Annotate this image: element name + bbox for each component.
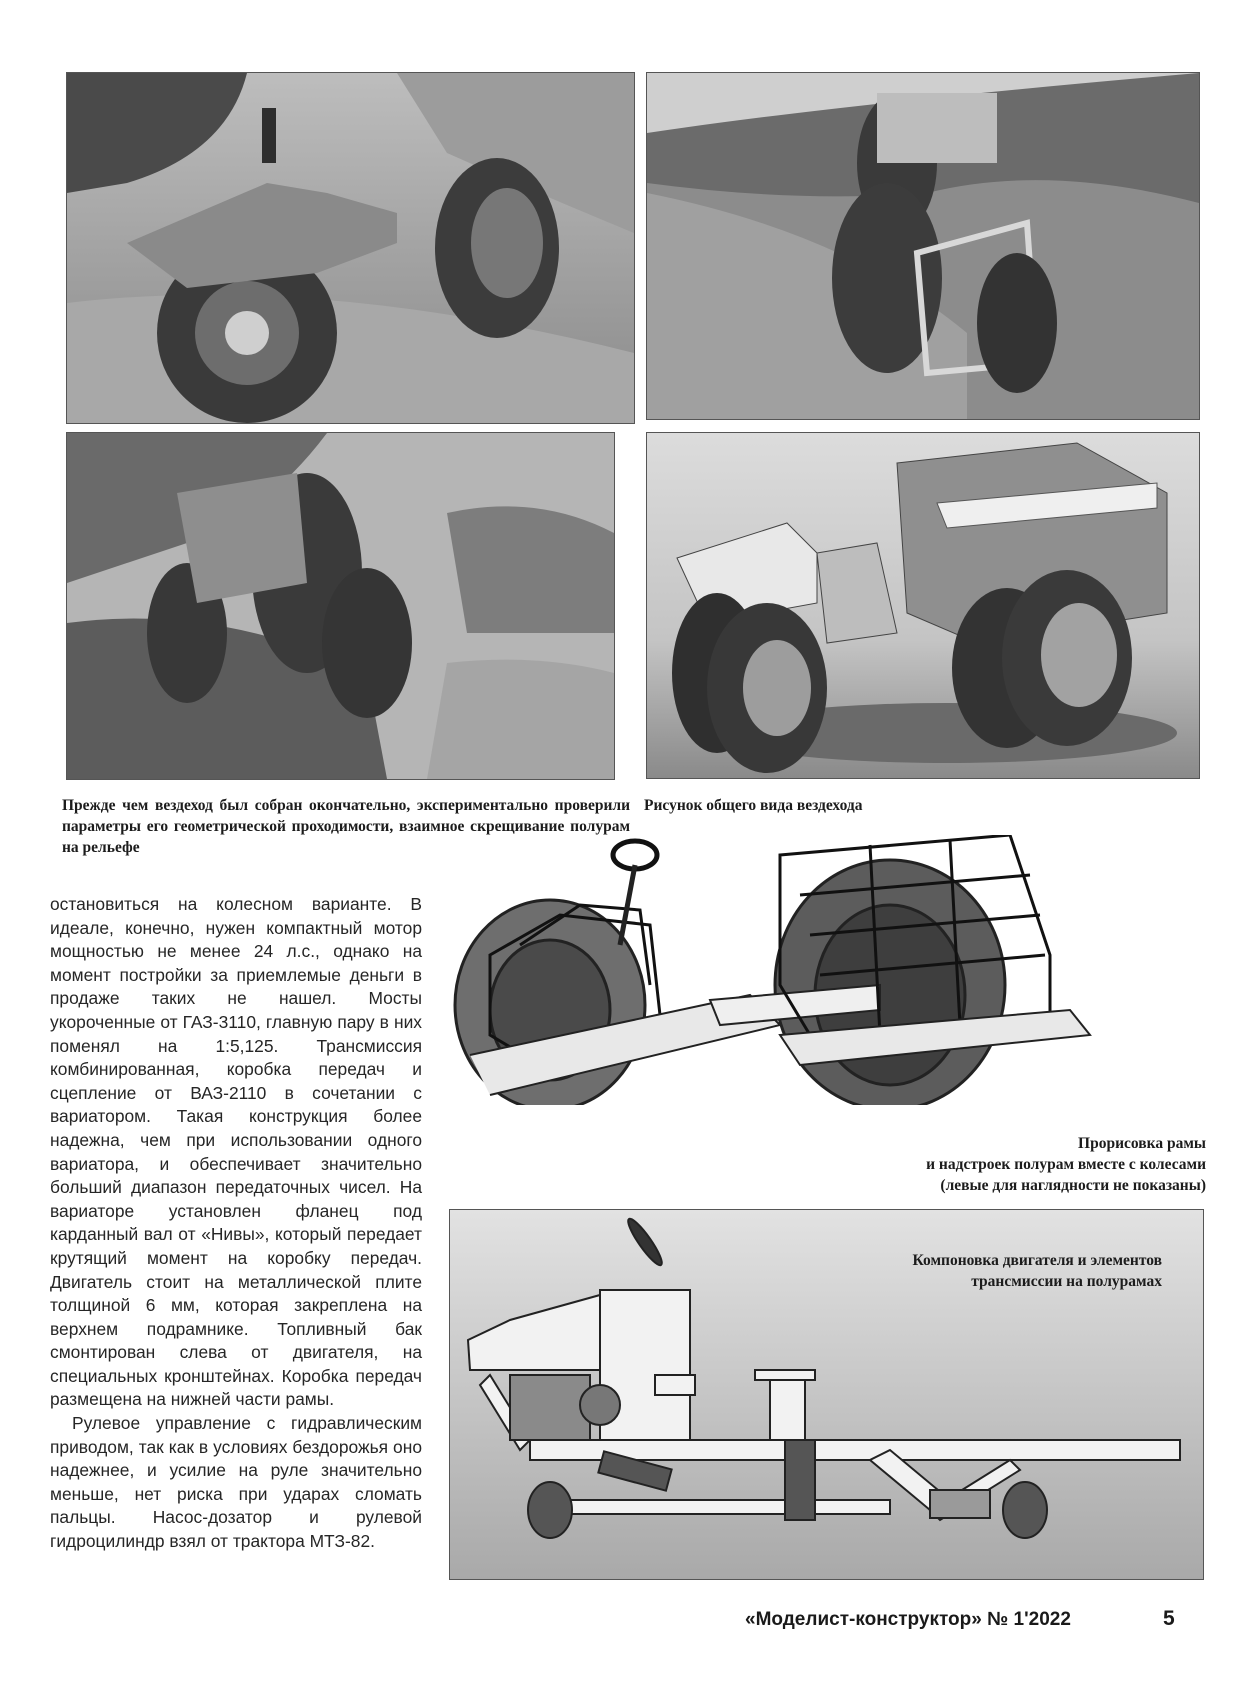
caption-frame: [780, 1133, 1206, 1196]
frame-drawing-image: [450, 835, 1230, 1105]
frame-drawing: [450, 835, 1230, 1105]
caption-frame-line1: Прорисовка рамы: [1078, 1135, 1206, 1152]
vehicle-photo-image: [67, 73, 634, 423]
photo-top-left: [66, 72, 635, 424]
caption-photos-left: Прежде чем вездеход был собран окончательно, экспериментально проверили параметры его геометрической проходимости, взаимное скрещивание полурам на рельефе: [62, 797, 630, 856]
vehicle-render-image: [647, 433, 1199, 778]
caption-layout-line2: трансмиссии на полурамах: [971, 1273, 1162, 1290]
caption-layout-line1: Компоновка двигателя и элементов: [912, 1252, 1162, 1269]
vehicle-photo-image: [647, 73, 1199, 419]
layout-drawing: [449, 1209, 1204, 1580]
vehicle-photo-image: [67, 433, 614, 779]
caption-frame-line2: и надстроек полурам вместе с колесами: [926, 1156, 1206, 1173]
article-paragraph: остановиться на колесном варианте. В идеале, конечно, нужен компактный мотор мощностью не менее 24 л.с., однако на момент постройки за приемлемые деньги в продаже таких не нашел. Мосты укороченные от ГАЗ-3110, главную пару в них поменял на 1:5,125. Трансмиссия комбинированная, коробка передач и сцепление от ВАЗ-2110 в сочетании с вариатором. Такая конструкция более надежна, чем при использовании одного вариатора, и обеспечивает значительно больший диапазон передаточных чисел. На вариаторе установлен фланец под карданный вал от «Нивы», который передает крутящий момент на коробку передач. Двигатель стоит на металлической плите толщиной 6 мм, которая закреплена на верхнем подрамнике. Топливный бак смонтирован слева от двигателя, на специальных кронштейнах. Коробка передач размещена на нижней части рамы.: [50, 894, 422, 1410]
article-paragraph: Рулевое управление с гидравлическим приводом, так как в условиях бездорожья оно надежнее, и усилие на руле значительно меньше, нет риска при ударах сломать пальцы. Насос-дозатор и рулевой гидроцилиндр взял от трактора МТЗ-82.: [50, 1413, 422, 1552]
article-body: [50, 893, 422, 1554]
photo-top-right: [646, 72, 1200, 420]
render-general-view: [646, 432, 1200, 779]
footer-page-number: 5: [1163, 1607, 1175, 1630]
caption-render: Рисунок общего вида вездехода: [644, 797, 863, 814]
caption-layout: [750, 1250, 1162, 1292]
photo-mid-left: [66, 432, 615, 780]
footer-magazine-title: «Моделист-конструктор» № 1'2022: [745, 1609, 1071, 1630]
caption-frame-line3: (левые для наглядности не показаны): [940, 1177, 1206, 1194]
